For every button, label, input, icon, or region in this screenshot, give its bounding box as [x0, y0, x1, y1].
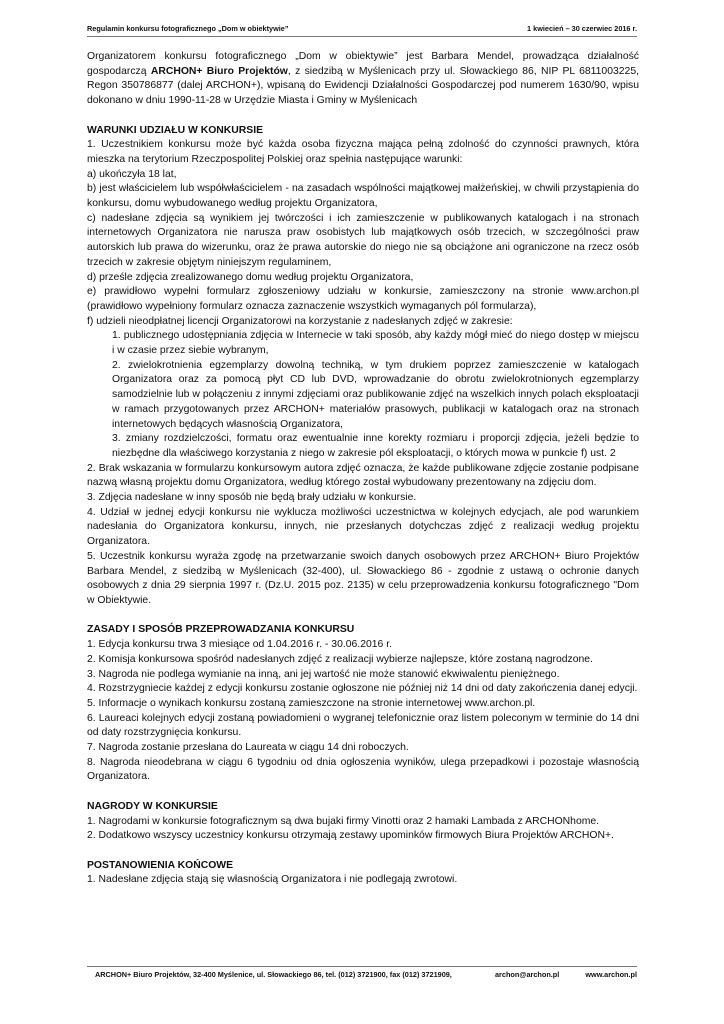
zasady-item: 2. Komisja konkursowa spośród nadesłanych zdjęć z realizacji wybierze najlepsze, które zostaną nagrodzone.: [87, 653, 593, 665]
warunki-point-5: 5. Uczestnik konkursu wyraża zgodę na przetwarzanie swoich danych osobowych przez ARCHON+ Biuro Projektów Barbara Mendel, z siedzibą w Myślenicach (32-400), ul. Słowackiego 86 - zgodnie z ustawą o ochronie danych osobowych z dnia 29 sierpnia 1997 r. (Dz.U. 2015 poz. 2135) w celu przeprowadzenia konkursu fotograficznego "Dom w Obiektywie.: [87, 550, 639, 606]
page-footer: [87, 966, 637, 981]
warunki-f-2: 2. zwielokrotnienia egzemplarzy dowolną techniką, w tym drukiem poprzez zamieszczenie w katalogach Organizatora oraz za pomocą płyt CD lub DVD, wprowadzanie do obrotu zwielokrotnionych egzemplarzy samodzielnie lub w połączeniu z innymi zdjęciami oraz publikowanie zdjęć na wszelkich innych polach eksploatacji w ramach przygotowanych przez ARCHON+ materiałów prasowych, publikacji w katalogach oraz na stronach internetowych będących własnością Organizatora,: [112, 359, 639, 430]
zasady-item: 8. Nagroda nieodebrana w ciągu 6 tygodniu od dnia ogłoszenia wyników, ulega przepadkowi i pozostaje własnością Organizatora.: [87, 756, 639, 783]
page-header: [87, 22, 637, 37]
footer-website: www.archon.pl: [585, 970, 637, 979]
zasady-item: 7. Nagroda zostanie przesłana do Laureata w ciągu 14 dni roboczych.: [87, 742, 409, 754]
warunki-c: c) nadesłane zdjęcia są wynikiem jej twórczości i ich zamieszczenie w publikowanych katalogach i na stronach internetowych Organizatora nie narusza praw osobistych lub majątkowych osób trzecich, w szczególności praw autorskich lub prawa do wizerunku, oraz że prawa autorskie do niego nie są obciążone ani ograniczone na rzecz osób trzecich w zakresie objętym niniejszym regulaminem,: [87, 212, 639, 268]
footer-email: archon@archon.pl: [495, 970, 560, 979]
warunki-point-2: 2. Brak wskazania w formularzu konkursowym autora zdjęć oznacza, że każde publikowane zdjęcie zostanie podpisane nazwą własną projektu domu Organizatora, według którego został wybudowany prezentowany na zdjęciu dom.: [87, 462, 639, 489]
nagrody-item: 2. Dodatkowo wszyscy uczestnicy konkursu otrzymają zestawy upominków firmowych Biura Projektów ARCHON+.: [87, 830, 614, 842]
header-dates: 1 kwiecień – 30 czerwiec 2016 r.: [527, 24, 637, 33]
intro-text-1: Organizatorem konkursu fotograficznego „Dom w obiektywie” jest Barbara Mendel, prowadząca działalność gospodarczą: [87, 51, 639, 77]
intro-paragraph: [87, 50, 639, 109]
warunki-e: e) prawidłowo wypełni formularz zgłoszeniowy udziału w konkursie, zamieszczony na stronie www.archon.pl (prawidłowo wypełniony formularz oznacza zaznaczenie wszystkich wymaganych pól formularza),: [87, 286, 639, 312]
zasady-item: 6. Laureaci kolejnych edycji zostaną powiadomieni o wygranej telefonicznie oraz listem poleconym w terminie do 14 dni od daty rozstrzygnięcia konkursu.: [87, 712, 639, 739]
warunki-d: d) prześle zdjęcia zrealizowanego domu według projektu Organizatora,: [87, 271, 414, 283]
warunki-point-1: 1. Uczestnikiem konkursu może być każda osoba fizyczna mająca pełną zdolność do czynności prawnych, która mieszka na terytorium Rzeczpospolitej Polskiej oraz spełnia następujące warunki:: [87, 139, 639, 165]
warunki-b: b) jest właścicielem lub współwłaścicielem - na zasadach wspólności majątkowej małżeńskiej, w chwili przystąpienia do konkursu, domu wybudowanego według projektu Organizatora,: [87, 183, 639, 210]
warunki-f-3: 3. zmiany rozdzielczości, formatu oraz ewentualnie inne korekty rozmiaru i proporcji zdjęcia, jeżeli będzie to niezbędne dla właściwego korzystania z niego w zakresie pól eksploatacji, o których mowa w punkcie f) ust. 2: [112, 433, 639, 459]
warunki-f: f) udzieli nieodpłatnej licencji Organizatorowi na korzystanie z nadesłanych zdjęć w zakresie:: [87, 315, 513, 327]
section-title-zasady: ZASADY I SPOSÓB PRZEPROWADZANIA KONKURSU: [87, 624, 355, 636]
warunki-a: a) ukończyła 18 lat,: [87, 168, 177, 180]
document-body: [87, 50, 639, 888]
zasady-item: 3. Nagroda nie podlega wymianie na inną, ani jej wartość nie może stanowić ekwiwalentu pieniężnego.: [87, 668, 560, 680]
zasady-item: 4. Rozstrzygniecie każdej z edycji konkursu zostanie ogłoszone nie później niż 14 dni od daty zakończenia danej edycji.: [87, 683, 638, 695]
warunki-point-4: 4. Udział w jednej edycji konkursu nie wyklucza możliwości uczestnictwa w kolejnych edycjach, ale pod warunkiem nadesłania do Organizatora konkursu, innych, nie przesłanych dotychczas zdjęć z realizacji według projektu Organizatora.: [87, 506, 639, 548]
warunki-point-3: 3. Zdjęcia nadesłane w inny sposób nie będą brały udziału w konkursie.: [87, 492, 417, 504]
header-title: Regulamin konkursu fotograficznego „Dom w obiektywie”: [87, 24, 289, 33]
section-title-koncowe: POSTANOWIENIA KOŃCOWE: [87, 859, 234, 871]
intro-company-name: ARCHON+ Biuro Projektów: [150, 65, 288, 77]
footer-address: ARCHON+ Biuro Projektów, 32-400 Myślenice, ul. Słowackiego 86, tel. (012) 3721900, fax (012) 3721909,: [95, 970, 452, 979]
intro-text-2: , z siedzibą w Myślenicach przy ul. Słowackiego 86, NIP PL 6811003225, Regon 350786877 (dalej ARCHON+), wpisaną do Ewidencji Działalności Gospodarczej pod numerem 1630/90, wpisu dokonano w dniu 1990-11-28 w Urzędzie Miasta i Gminy w Myślenicach: [87, 65, 639, 107]
warunki-f-1: 1. publicznego udostępniania zdjęcia w Internecie w taki sposób, aby każdy mógł mieć do niego dostęp w miejscu i w czasie przez siebie wybranym,: [112, 330, 639, 357]
section-title-nagrody: NAGRODY W KONKURSIE: [87, 800, 218, 812]
section-title-warunki: WARUNKI UDZIAŁU W KONKURSIE: [87, 124, 264, 136]
koncowe-item: 1. Nadesłane zdjęcia stają się własnością Organizatora i nie podlegają zwrotowi.: [87, 874, 458, 886]
zasady-item: 5. Informacje o wynikach konkursu zostaną zamieszczone na stronie internetowej www.archon.pl.: [87, 697, 536, 709]
zasady-item: 1. Edycja konkursu trwa 3 miesiące od 1.04.2016 r. - 30.06.2016 r.: [87, 639, 392, 651]
nagrody-item: 1. Nagrodami w konkursie fotograficznym są dwa bujaki firmy Vinotti oraz 2 hamaki Lambada z ARCHONhome.: [87, 815, 600, 827]
